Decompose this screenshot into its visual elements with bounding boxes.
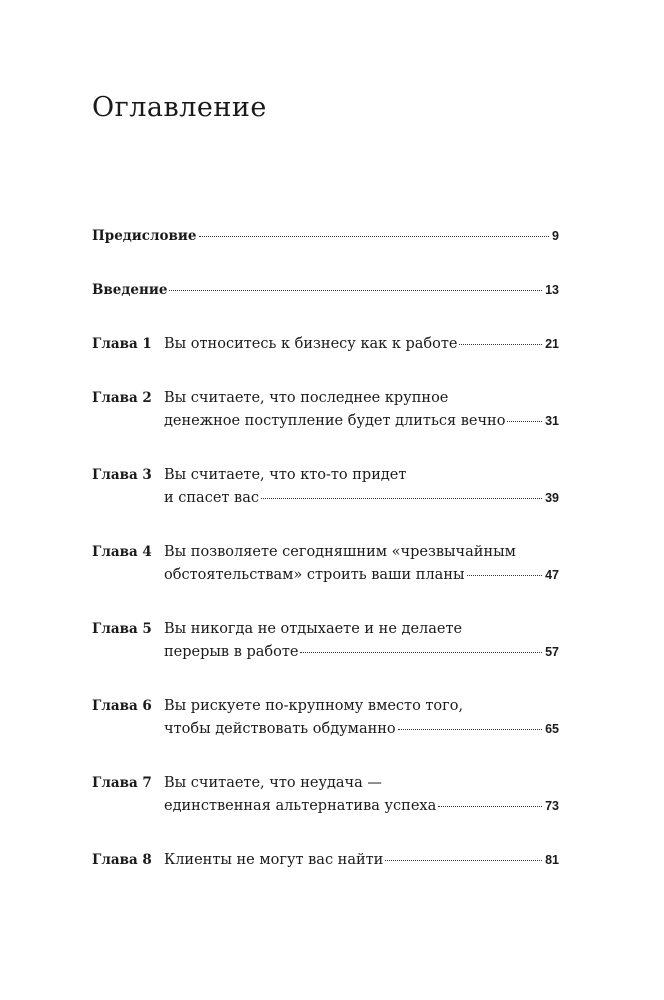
chapter-title-line: чтобы действовать обдуманно bbox=[164, 721, 396, 737]
dot-leader bbox=[459, 344, 542, 345]
chapter-title-line: перерыв в работе bbox=[164, 644, 299, 660]
chapter-title-line: Вы относитесь к бизнесу как к работе bbox=[164, 336, 458, 352]
chapter-title-line: Вы никогда не отдыхаете и не делаете bbox=[164, 621, 463, 637]
chapter-title-line: единственная альтернатива успеха bbox=[164, 798, 437, 814]
entry-label: Предисловие bbox=[92, 228, 197, 244]
chapter-title-line: Вы считаете, что кто-то придет bbox=[164, 467, 407, 483]
dot-leader bbox=[398, 729, 542, 730]
entry-label: Введение bbox=[92, 282, 168, 298]
chapter-title-line: обстоятельствам» строить ваши планы bbox=[164, 567, 465, 583]
toc-entry-preface bbox=[92, 228, 559, 251]
chapter-title-line: Вы считаете, что неудача — bbox=[164, 775, 382, 791]
chapter-label: Глава 2 bbox=[92, 390, 152, 406]
page-number: 65 bbox=[545, 722, 559, 736]
page-number: 73 bbox=[545, 799, 559, 813]
toc-entry-chapter-6 bbox=[92, 698, 559, 744]
chapter-label: Глава 8 bbox=[92, 852, 152, 868]
dot-leader bbox=[467, 575, 543, 576]
toc-entry-chapter-2 bbox=[92, 390, 559, 436]
chapter-title-line: Вы считаете, что последнее крупное bbox=[164, 390, 449, 406]
page-number: 47 bbox=[545, 568, 559, 582]
chapter-label: Глава 4 bbox=[92, 544, 152, 560]
toc-entry-chapter-8 bbox=[92, 852, 559, 875]
page-number: 81 bbox=[545, 853, 559, 867]
toc-entry-chapter-3 bbox=[92, 467, 559, 513]
page-number: 21 bbox=[545, 337, 559, 351]
page-title: Оглавление bbox=[92, 92, 267, 123]
dot-leader bbox=[300, 652, 542, 653]
chapter-title-line: Вы позволяете сегодняшним «чрезвычайным bbox=[164, 544, 516, 560]
page-number: 39 bbox=[545, 491, 559, 505]
page-number: 57 bbox=[545, 645, 559, 659]
toc-entry-chapter-7 bbox=[92, 775, 559, 821]
toc-entry-chapter-1 bbox=[92, 336, 559, 359]
chapter-label: Глава 1 bbox=[92, 336, 152, 352]
toc-entry-chapter-4 bbox=[92, 544, 559, 590]
chapter-label: Глава 7 bbox=[92, 775, 152, 791]
page-number: 31 bbox=[545, 414, 559, 428]
chapter-label: Глава 5 bbox=[92, 621, 152, 637]
dot-leader bbox=[438, 806, 542, 807]
dot-leader bbox=[385, 860, 542, 861]
chapter-title-line: Вы рискуете по-крупному вместо того, bbox=[164, 698, 464, 714]
dot-leader bbox=[261, 498, 542, 499]
chapter-title-line: и спасет вас bbox=[164, 490, 259, 506]
page-number: 9 bbox=[552, 229, 559, 243]
toc-entry-chapter-5 bbox=[92, 621, 559, 667]
chapter-title-line: денежное поступление будет длиться вечно bbox=[164, 413, 506, 429]
chapter-label: Глава 3 bbox=[92, 467, 152, 483]
chapter-label: Глава 6 bbox=[92, 698, 152, 714]
chapter-title-line: Клиенты не могут вас найти bbox=[164, 852, 384, 868]
dot-leader bbox=[169, 290, 542, 291]
page-number: 13 bbox=[545, 283, 559, 297]
toc-entry-introduction bbox=[92, 282, 559, 305]
dot-leader bbox=[199, 236, 550, 237]
dot-leader bbox=[507, 421, 542, 422]
